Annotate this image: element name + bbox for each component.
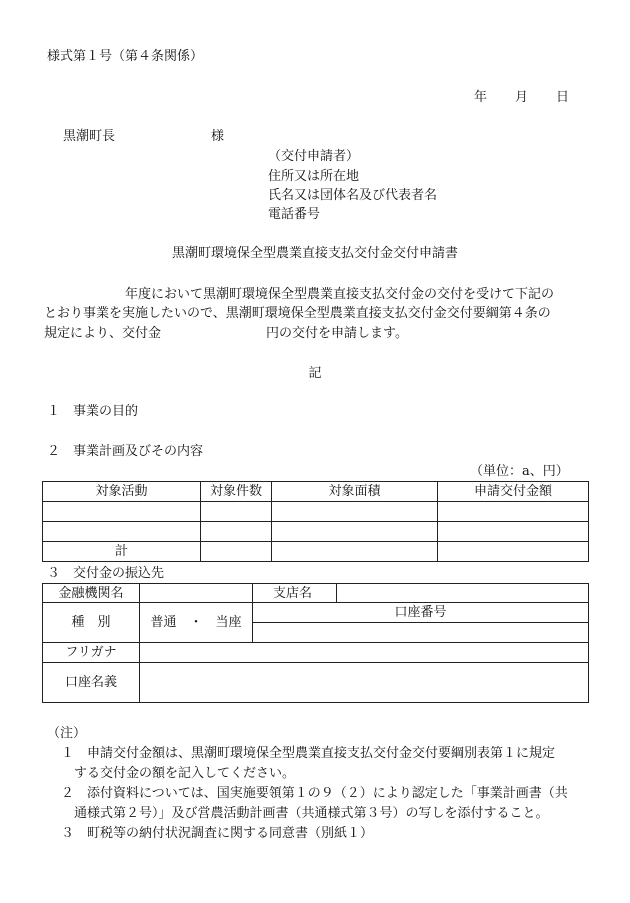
account-number-label: 口座番号: [253, 603, 589, 623]
table-row: [43, 502, 589, 522]
plan-cell-count[interactable]: [201, 522, 272, 542]
applicant-name: 氏名又は団体名及び代表者名: [268, 188, 438, 203]
plan-cell-count[interactable]: [201, 502, 272, 522]
plan-cell-area[interactable]: [272, 502, 438, 522]
bank-table: [42, 583, 589, 703]
addressee-name: 黒潮町長: [63, 129, 116, 144]
plan-cell-activity[interactable]: [43, 522, 201, 542]
applicant-phone: 電話番号: [268, 207, 321, 222]
plan-header-amount: 申請交付金額: [438, 482, 589, 502]
addressee-honorific: 様: [211, 129, 225, 144]
plan-total-count[interactable]: [201, 542, 272, 562]
note-3: ３ 町税等の納付状況調査に関する同意書（別紙１）: [61, 826, 374, 841]
bank-name-value[interactable]: [140, 584, 253, 603]
plan-cell-activity[interactable]: [43, 502, 201, 522]
notes-heading: （注）: [47, 726, 87, 741]
plan-table: [42, 481, 589, 562]
account-type-label: 種 別: [43, 603, 140, 643]
plan-cell-area[interactable]: [272, 522, 438, 542]
note-1b: する交付金の額を記入してください。: [74, 766, 296, 781]
plan-total-label: 計: [43, 542, 201, 562]
note-1a: １ 申請交付金額は、黒潮町環境保全型農業直接支払交付金交付要綱別表第１に規定: [61, 746, 556, 761]
body-line-3b: 円の交付を申請します。: [266, 326, 408, 341]
form-number: 様式第１号（第４条関係）: [47, 49, 204, 64]
body-line-1: 年度において黒潮町環境保全型農業直接支払交付金の交付を受けて下記の: [125, 287, 555, 302]
plan-cell-amount[interactable]: [438, 502, 589, 522]
date-year: 年: [474, 90, 488, 105]
section-2-heading: ２ 事業計画及びその内容: [47, 444, 204, 459]
plan-header-area: 対象面積: [272, 482, 438, 502]
table-row-total: [43, 542, 589, 562]
ki-label: 記: [308, 366, 322, 381]
branch-value[interactable]: [337, 584, 589, 603]
body-line-3a: 規定により、交付金: [44, 326, 162, 341]
date-day: 日: [556, 90, 570, 105]
furigana-value[interactable]: [140, 643, 589, 663]
applicant-heading: （交付申請者）: [268, 149, 360, 164]
bank-name-label: 金融機関名: [43, 584, 140, 603]
branch-label: 支店名: [253, 584, 337, 603]
body-line-2: とおり事業を実施したいので、黒潮町環境保全型農業直接支払交付金交付要綱第４条の: [44, 306, 551, 321]
plan-total-area[interactable]: [272, 542, 438, 562]
account-holder-value[interactable]: [140, 663, 589, 703]
section-1-heading: １ 事業の目的: [47, 404, 139, 419]
account-number-value[interactable]: [253, 623, 589, 643]
document-title: 黒潮町環境保全型農業直接支払交付金交付申請書: [171, 246, 458, 261]
note-2b: 通様式第２号）」及び営農活動計画書（共通様式第３号）の写しを添付すること。: [74, 806, 549, 821]
plan-cell-amount[interactable]: [438, 522, 589, 542]
date-month: 月: [515, 90, 529, 105]
plan-total-amount[interactable]: [438, 542, 589, 562]
unit-label: （単位：a、円）: [470, 464, 569, 479]
note-2a: ２ 添付資料については、国実施要領第１の９（２）により認定した「事業計画書（共: [61, 786, 568, 801]
furigana-label: フリガナ: [43, 643, 140, 663]
plan-header-activity: 対象活動: [43, 482, 201, 502]
applicant-address: 住所又は所在地: [268, 169, 360, 184]
table-row: [43, 522, 589, 542]
plan-header-count: 対象件数: [201, 482, 272, 502]
account-type-value[interactable]: 普通 ・ 当座: [140, 603, 253, 643]
section-3-heading: ３ 交付金の振込先: [47, 566, 165, 581]
account-holder-label: 口座名義: [43, 663, 140, 703]
